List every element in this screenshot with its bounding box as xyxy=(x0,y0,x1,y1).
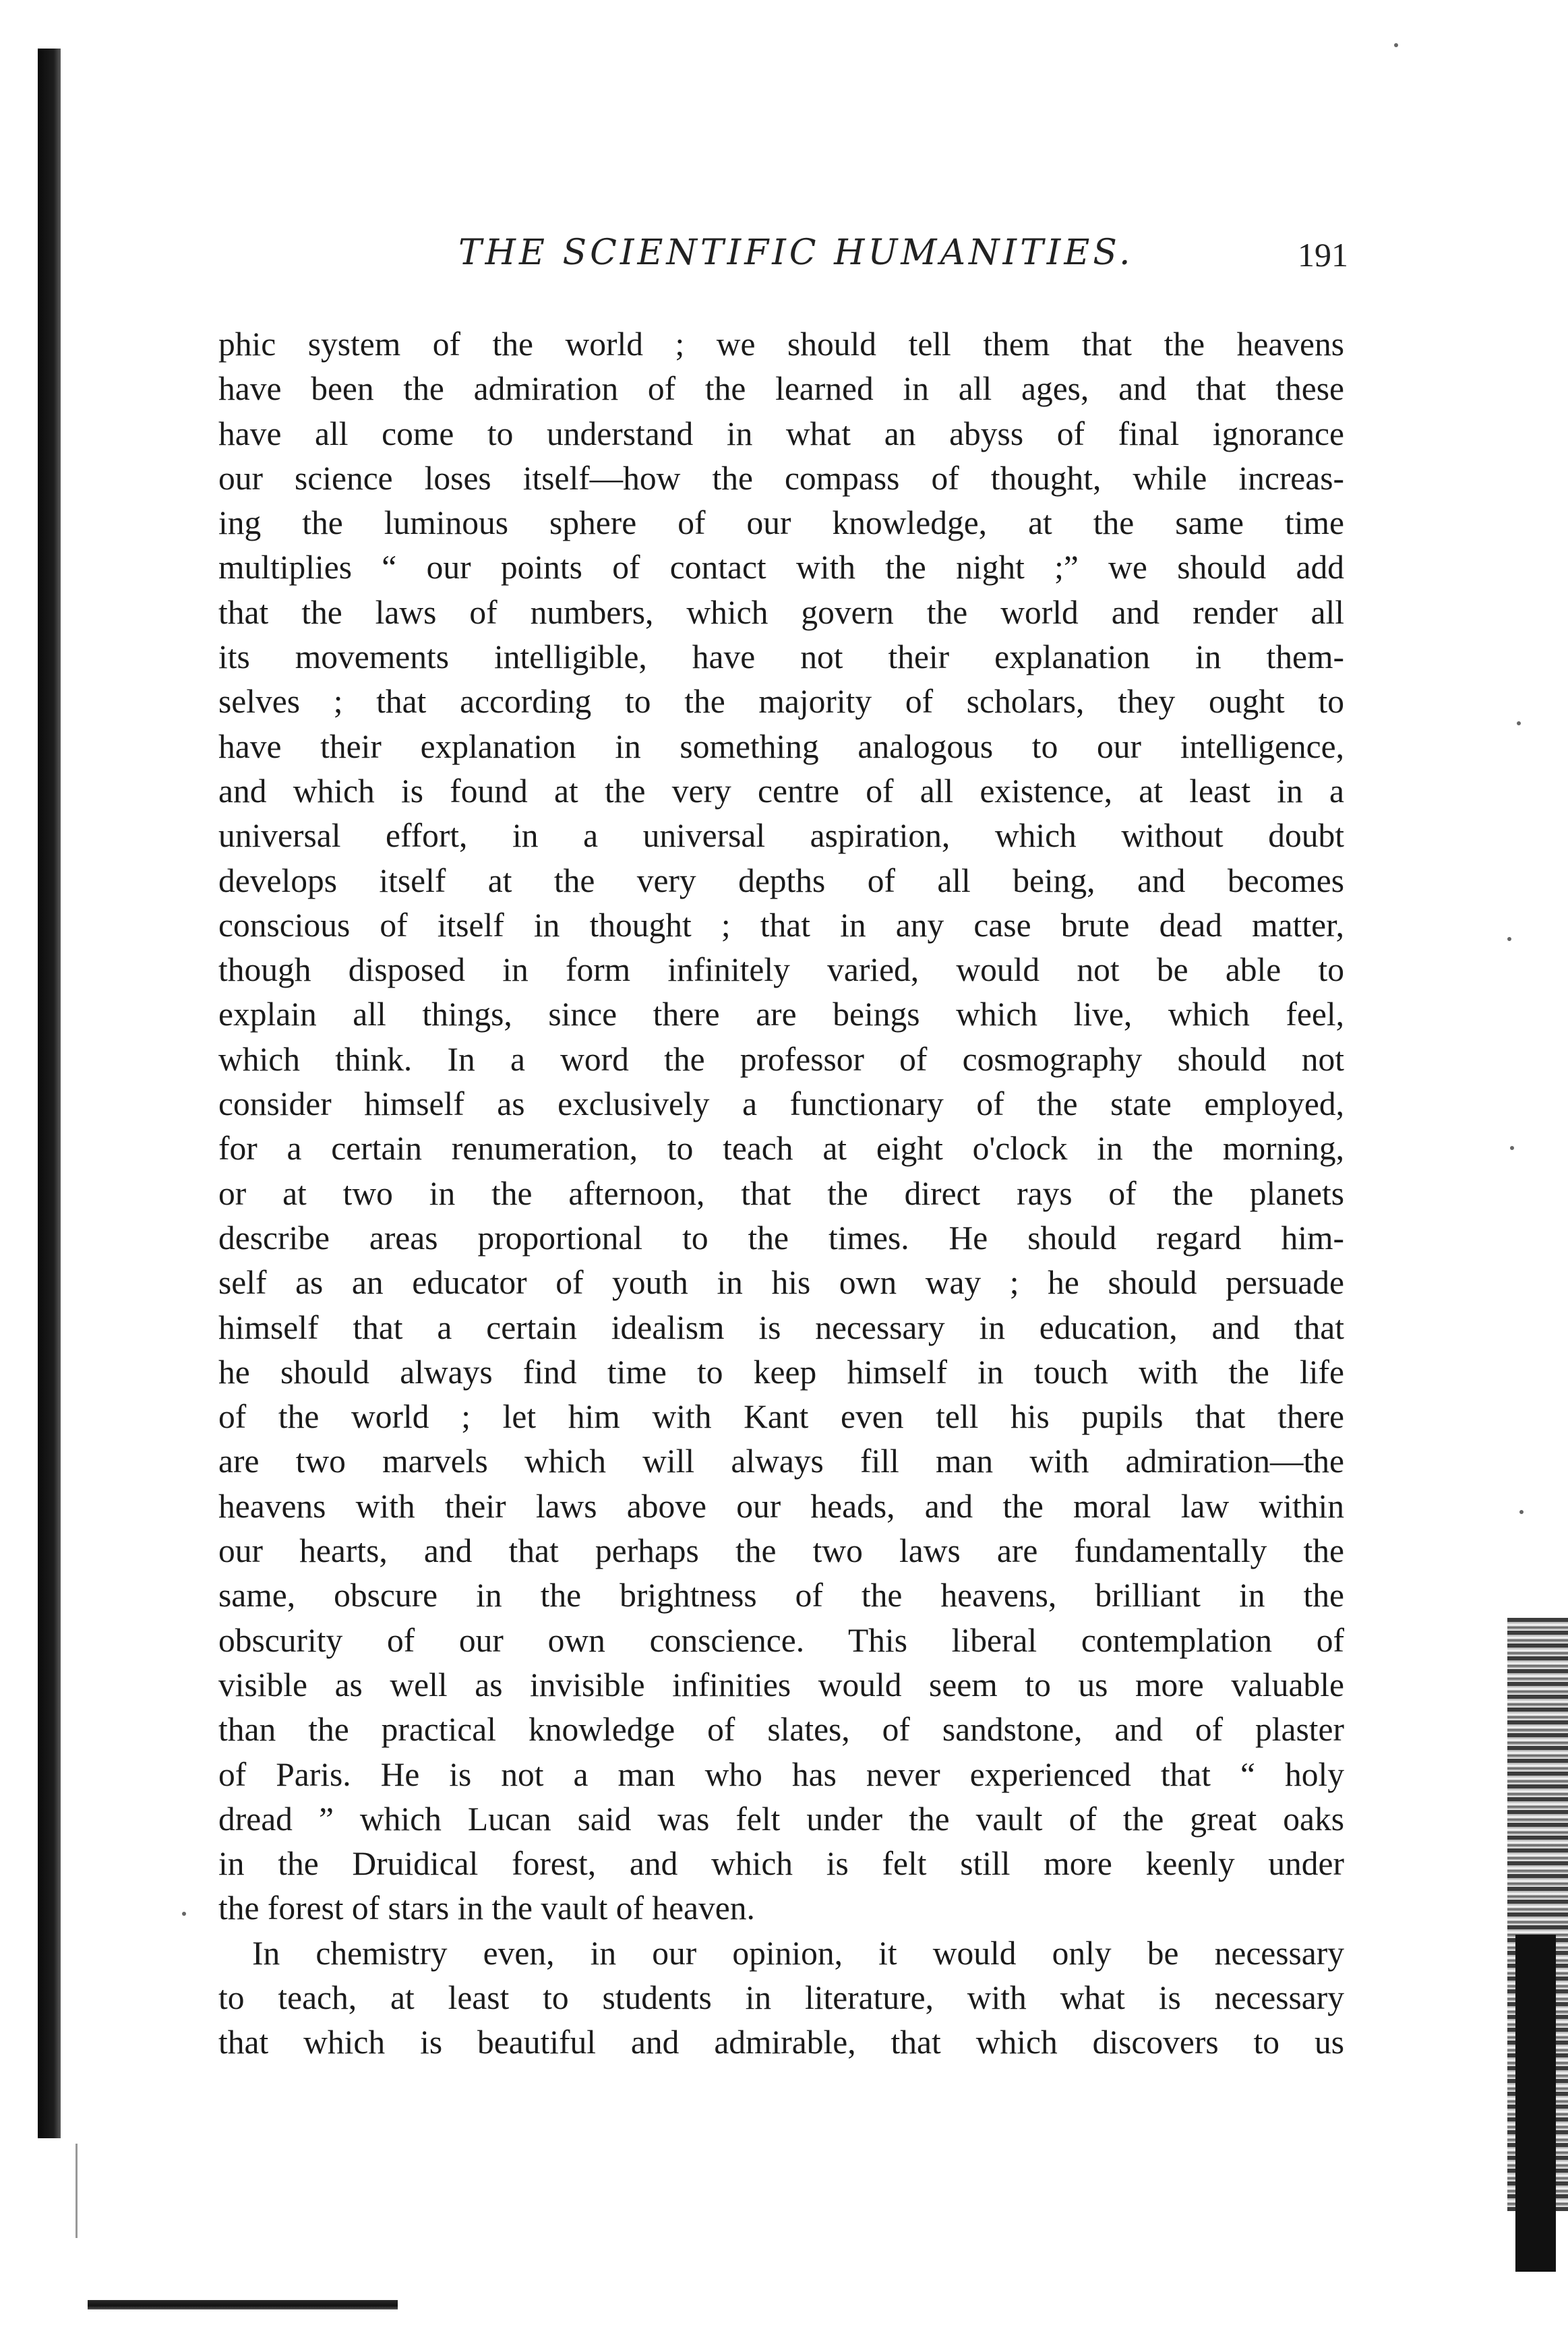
text-line: than the practical knowledge of slates, of sandstone, and of plaster xyxy=(218,1711,1344,1749)
scan-speck xyxy=(182,1912,186,1916)
text-line: ing the luminous sphere of our knowledge, at the same time xyxy=(218,504,1344,542)
margin-mark xyxy=(76,2144,78,2238)
page-number: 191 xyxy=(1298,236,1348,274)
text-line: heavens with their laws above our heads, and the moral law within xyxy=(218,1487,1344,1525)
text-line: same, obscure in the brightness of the heavens, brilliant in the xyxy=(218,1577,1344,1614)
paragraph-start-line: In chemistry even, in our opinion, it would only be necessary xyxy=(252,1934,1344,1972)
text-line: of the world ; let him with Kant even tell his pupils that there xyxy=(218,1398,1344,1436)
scan-speck xyxy=(1510,1146,1514,1150)
text-line: conscious of itself in thought ; that in any case brute dead matter, xyxy=(218,906,1344,944)
text-line: obscurity of our own conscience. This liberal contemplation of xyxy=(218,1621,1344,1659)
text-line: dread ” which Lucan said was felt under the vault of the great oaks xyxy=(218,1800,1344,1838)
bottom-edge-rule xyxy=(88,2300,398,2309)
binding-shadow xyxy=(38,49,61,2138)
text-line: that the laws of numbers, which govern the world and render all xyxy=(218,593,1344,631)
text-line: are two marvels which will always fill man with admiration—the xyxy=(218,1443,1344,1480)
text-line: or at two in the afternoon, that the direct rays of the planets xyxy=(218,1174,1344,1212)
body-text xyxy=(218,322,1344,2065)
scan-speck xyxy=(1394,43,1398,47)
text-line: of Paris. He is not a man who has never experienced that “ holy xyxy=(218,1755,1344,1793)
right-edge-dark-band xyxy=(1515,1935,1556,2272)
text-line: consider himself as exclusively a functionary of the state employed, xyxy=(218,1085,1344,1123)
running-head xyxy=(222,233,1348,286)
text-line: our science loses itself—how the compass of thought, while increas- xyxy=(218,459,1344,497)
text-line: explain all things, since there are beings which live, which feel, xyxy=(218,996,1344,1033)
text-line: describe areas proportional to the times. He should regard him- xyxy=(218,1219,1344,1257)
text-line: our hearts, and that perhaps the two laws are fundamentally the xyxy=(218,1532,1344,1570)
text-line: phic system of the world ; we should tell them that the heavens xyxy=(218,326,1344,363)
text-line: himself that a certain idealism is necessary in education, and that xyxy=(218,1308,1344,1346)
text-line: and which is found at the very centre of all existence, at least in a xyxy=(218,772,1344,810)
text-line: to teach, at least to students in literature, with what is necessary xyxy=(218,1978,1344,2016)
text-line: though disposed in form infinitely varied, would not be able to xyxy=(218,951,1344,989)
text-line: have been the admiration of the learned in all ages, and that these xyxy=(218,370,1344,408)
text-line: visible as well as invisible infinities would seem to us more valuable xyxy=(218,1666,1344,1703)
scan-speck xyxy=(1507,937,1511,941)
text-line: for a certain renumeration, to teach at eight o'clock in the morning, xyxy=(218,1130,1344,1168)
text-line: have all come to understand in what an abyss of final ignorance xyxy=(218,415,1344,452)
scan-speck xyxy=(1519,1510,1524,1514)
text-line: in the Druidical forest, and which is felt still more keenly under xyxy=(218,1845,1344,1883)
text-line: self as an educator of youth in his own way ; he should persuade xyxy=(218,1264,1344,1302)
text-line: develops itself at the very depths of all being, and becomes xyxy=(218,862,1344,899)
text-line: have their explanation in something analogous to our intelligence, xyxy=(218,727,1344,765)
text-line: that which is beautiful and admirable, that which discovers to us xyxy=(218,2024,1344,2061)
scan-speck xyxy=(1517,721,1521,725)
text-line: which think. In a word the professor of cosmography should not xyxy=(218,1040,1344,1078)
text-line: universal effort, in a universal aspiration, which without doubt xyxy=(218,817,1344,855)
running-title: THE SCIENTIFIC HUMANITIES. xyxy=(458,233,1134,273)
text-line: its movements intelligible, have not their explanation in them- xyxy=(218,638,1344,676)
text-line: selves ; that according to the majority of scholars, they ought to xyxy=(218,683,1344,721)
paragraph-end-line: the forest of stars in the vault of heaven. xyxy=(218,1890,755,1927)
text-line: multiplies “ our points of contact with the night ;” we should add xyxy=(218,549,1344,586)
text-line: he should always find time to keep himself in touch with the life xyxy=(218,1353,1344,1391)
